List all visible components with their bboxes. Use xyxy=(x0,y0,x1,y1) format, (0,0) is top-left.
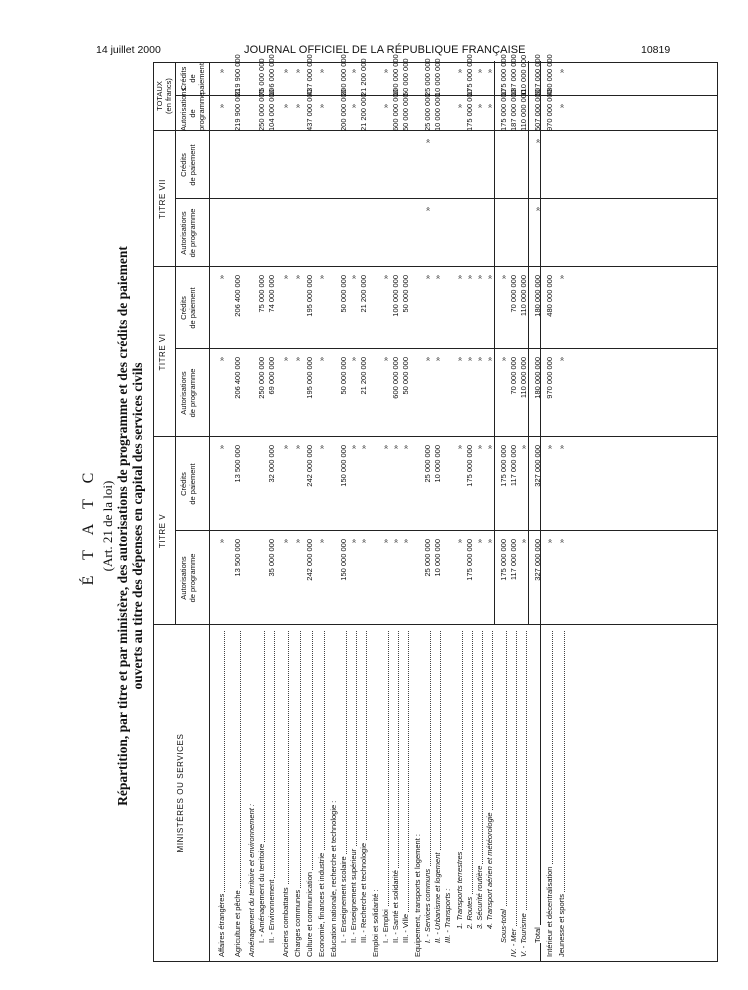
row-label xyxy=(216,627,227,957)
leader-dots xyxy=(506,631,507,939)
subheader-line1: Crédits xyxy=(179,66,188,91)
cell-value: » xyxy=(349,357,358,362)
cell-value: 187 000 000 xyxy=(509,54,518,96)
cell-value: » xyxy=(401,539,410,544)
cell-value: » xyxy=(423,357,432,362)
cell-value: 507 000 000 xyxy=(533,54,542,96)
cell-value: 25 000 000 xyxy=(423,445,432,483)
journal-title: JOURNAL OFFICIEL DE LA RÉPUBLIQUE FRANÇAISE xyxy=(244,44,526,56)
subheader-line2: de programme xyxy=(188,208,197,258)
cell-value: » xyxy=(281,357,290,362)
row-label-text: Emploi et solidarité : xyxy=(371,889,380,957)
cell-value: 110 000 000 xyxy=(519,54,528,96)
leader-dots xyxy=(516,631,517,953)
cell-value: 10 000 000 xyxy=(433,93,442,131)
subheader-line1: Crédits xyxy=(179,296,188,320)
row-label-text: II. - Environnement xyxy=(267,879,276,943)
row-label xyxy=(304,627,315,957)
cell-value: 50 000 000 xyxy=(401,275,410,313)
cell-value: 69 000 000 xyxy=(267,357,276,395)
row-label-text: Affaires étrangères xyxy=(217,893,226,957)
cell-value: 970 000 000 xyxy=(545,357,554,399)
cell-value: » xyxy=(475,539,484,544)
row-label xyxy=(484,627,495,929)
cell-value: » xyxy=(317,539,326,544)
cell-value: 150 000 000 xyxy=(339,539,348,581)
cell-value: » xyxy=(455,69,464,74)
cell-value: » xyxy=(475,275,484,280)
cell-value: » xyxy=(381,275,390,280)
cell-value: 100 000 000 xyxy=(391,54,400,96)
cell-value: 219 900 000 xyxy=(233,89,242,131)
cell-value: 25 000 000 xyxy=(423,93,432,131)
cell-value: » xyxy=(557,445,566,450)
subheader-line2: de programme xyxy=(188,92,206,131)
cell-value: 50 000 000 xyxy=(401,357,410,395)
cell-value: » xyxy=(317,275,326,280)
cell-value: » xyxy=(217,104,226,109)
row-label-text: II. - Urbanisme et logement xyxy=(433,852,442,943)
cell-value: 106 000 000 xyxy=(267,54,276,96)
cell-value: » xyxy=(349,275,358,280)
row-label xyxy=(518,627,529,957)
row-label xyxy=(442,627,453,943)
table-heading-line1: Répartition, par titre et par ministère, des autorisations de programme et des crédits de paiement xyxy=(115,246,130,806)
cell-value: » xyxy=(281,275,290,280)
cell-value: » xyxy=(485,357,494,362)
row-label-text: II. - Enseignement supérieur xyxy=(349,848,358,943)
cell-value: » xyxy=(349,104,358,109)
cell-value: 75 000 000 xyxy=(257,58,266,96)
cell-value: » xyxy=(455,275,464,280)
cell-value: 50 000 000 xyxy=(401,93,410,131)
cell-value: 180 000 000 xyxy=(533,275,542,317)
row-label-text: Agriculture et pêche xyxy=(233,890,242,957)
cell-value: 195 000 000 xyxy=(305,357,314,399)
cell-value: 50 000 000 xyxy=(339,275,348,313)
cell-value: 175 000 000 xyxy=(499,445,508,487)
credits-subheader xyxy=(179,61,206,96)
row-label-text: V. - Tourisme xyxy=(519,913,528,957)
cell-value: 437 000 000 xyxy=(305,54,314,96)
row-label-text: Jeunesse et sports xyxy=(557,894,566,957)
subheader-line2: de paiement xyxy=(188,144,197,186)
titre7-cell-value: » xyxy=(533,139,542,144)
subheader-line2: de paiement xyxy=(188,63,206,94)
page-date: 14 juillet 2000 xyxy=(96,44,161,56)
titre7-cell-value: » xyxy=(533,207,542,212)
cell-value: » xyxy=(293,275,302,280)
cell-value: » xyxy=(557,104,566,109)
cell-value: » xyxy=(465,357,474,362)
row-label-text: 1. Transports terrestres xyxy=(455,851,464,929)
cell-value: 600 000 000 xyxy=(391,357,400,399)
autorisations-subheader xyxy=(179,87,206,131)
cell-value: 970 000 000 xyxy=(545,89,554,131)
cell-value: 242 000 000 xyxy=(305,539,314,581)
cell-value: » xyxy=(499,275,508,280)
cell-value: » xyxy=(455,357,464,362)
cell-value: » xyxy=(349,539,358,544)
cell-value: » xyxy=(281,445,290,450)
cell-value: 175 000 000 xyxy=(465,89,474,131)
titre7-header: TITRE VII xyxy=(158,179,167,219)
cell-value: » xyxy=(317,69,326,74)
cell-value: 32 000 000 xyxy=(267,445,276,483)
cell-value: » xyxy=(381,104,390,109)
cell-value: 437 000 000 xyxy=(305,89,314,131)
cell-value: » xyxy=(293,104,302,109)
totaux-label: TOTAUX xyxy=(155,81,164,111)
cell-value: 200 000 000 xyxy=(339,89,348,131)
row-label-text: I. - Services communs xyxy=(423,868,432,943)
row-label xyxy=(358,627,369,943)
cell-value: 25 000 000 xyxy=(423,58,432,96)
row-label-text: Intérieur et décentralisation xyxy=(545,866,554,957)
cell-value: » xyxy=(557,357,566,362)
cell-value: » xyxy=(281,69,290,74)
row-label-text: 3. Sécurité routière xyxy=(475,865,484,929)
cell-value: 219 900 000 xyxy=(233,54,242,96)
leader-dots xyxy=(388,631,389,939)
cell-value: 21 200 000 xyxy=(359,357,368,395)
row-label-text: IV. - Mer xyxy=(509,928,518,957)
subtotal-rule xyxy=(528,61,529,625)
cell-value: » xyxy=(293,539,302,544)
cell-value: » xyxy=(485,539,494,544)
cell-value: 10 000 000 xyxy=(433,445,442,483)
cell-value: 250 000 000 xyxy=(257,89,266,131)
state-title: É T A T C xyxy=(80,466,97,586)
cell-value: 70 000 000 xyxy=(509,357,518,395)
header-rule xyxy=(175,63,176,625)
cell-value: 327 000 000 xyxy=(533,445,542,487)
cell-value: 35 000 000 xyxy=(267,539,276,577)
cell-value: 175 000 000 xyxy=(465,539,474,581)
table-heading-line2: ouverts au titre des dépenses en capital des services civils xyxy=(130,362,145,690)
subheader-line1: Autorisations xyxy=(179,211,188,255)
autorisations-subheader xyxy=(179,199,197,267)
cell-value: » xyxy=(281,104,290,109)
cell-value: » xyxy=(499,357,508,362)
cell-value: » xyxy=(391,445,400,450)
row-label-text: I. - Emploi xyxy=(381,909,390,943)
cell-value: » xyxy=(485,445,494,450)
cell-value: » xyxy=(475,445,484,450)
subheader-line1: Autorisations xyxy=(179,87,188,131)
row-label xyxy=(544,627,555,957)
cell-value: » xyxy=(423,275,432,280)
cell-value: 206 400 000 xyxy=(233,357,242,399)
row-label-text: III. - Transports : xyxy=(443,888,452,943)
cell-value: » xyxy=(281,539,290,544)
leader-dots xyxy=(472,631,473,925)
cell-value: 480 000 000 xyxy=(545,54,554,96)
page-number: 10819 xyxy=(641,44,671,56)
subheader-line1: Autorisations xyxy=(179,556,188,600)
ministries-header: MINISTÈRES OU SERVICES xyxy=(176,733,185,853)
cell-value: » xyxy=(293,357,302,362)
cell-value: 50 000 000 xyxy=(401,58,410,96)
cell-value: » xyxy=(381,445,390,450)
header-rule xyxy=(209,63,210,961)
cell-value: » xyxy=(455,445,464,450)
cell-value: 507 000 000 xyxy=(533,89,542,131)
cell-value: 75 000 000 xyxy=(257,275,266,313)
cell-value: » xyxy=(519,539,528,544)
cell-value: » xyxy=(293,69,302,74)
cell-value: 180 000 000 xyxy=(533,357,542,399)
cell-value: 110 000 000 xyxy=(519,275,528,317)
autorisations-subheader xyxy=(179,531,197,625)
subheader-line1: Crédits xyxy=(179,472,188,496)
cell-value: 13 500 000 xyxy=(233,539,242,577)
cell-value: 21 200 000 xyxy=(359,58,368,96)
subheader-line1: Autorisations xyxy=(179,371,188,415)
cell-value: 195 000 000 xyxy=(305,275,314,317)
row-label-text: Charges communes xyxy=(293,889,302,957)
subheader-line2: de programme xyxy=(188,368,197,418)
cell-value: 110 000 000 xyxy=(519,89,528,131)
credits-subheader xyxy=(179,437,197,531)
row-label xyxy=(280,627,291,957)
cell-value: » xyxy=(317,104,326,109)
titre7-cell-value: » xyxy=(423,207,432,212)
cell-value: 70 000 000 xyxy=(509,275,518,313)
cell-value: 117 000 000 xyxy=(509,445,518,487)
credits-subheader xyxy=(179,131,197,199)
cell-value: » xyxy=(557,275,566,280)
row-label-text: Education nationale, recherche et technologie : xyxy=(329,800,338,957)
row-label-text: III. - Ville xyxy=(401,913,410,943)
cell-value: 110 000 000 xyxy=(519,357,528,399)
cell-value: 175 000 000 xyxy=(465,445,474,487)
row-label-text: III. - Recherche et technologie xyxy=(359,842,368,943)
cell-value: 175 000 000 xyxy=(465,54,474,96)
titre7-cell-value: » xyxy=(423,139,432,144)
cell-value: » xyxy=(391,539,400,544)
titre6-header: TITRE VI xyxy=(158,333,167,371)
cell-value: 25 000 000 xyxy=(423,539,432,577)
subheader-line2: de programme xyxy=(188,553,197,603)
cell-value: 600 000 000 xyxy=(391,89,400,131)
row-label-text: II. - Santé et solidarité xyxy=(391,870,400,943)
cell-value: » xyxy=(475,104,484,109)
cell-value: » xyxy=(349,69,358,74)
totaux-unit: (en francs) xyxy=(164,78,173,114)
cell-value: 13 500 000 xyxy=(233,445,242,483)
cell-value: » xyxy=(545,539,554,544)
row-label-text: Anciens combattants xyxy=(281,887,290,957)
leader-dots xyxy=(408,631,409,939)
cell-value: » xyxy=(433,275,442,280)
article-reference: (Art. 21 de la loi) xyxy=(100,480,115,572)
cell-value: 74 000 000 xyxy=(267,275,276,313)
row-label-text: Economie, finances et industrie xyxy=(317,852,326,957)
autorisations-subheader xyxy=(179,349,197,437)
row-label-text: Equipement, transports et logement : xyxy=(413,834,422,957)
cell-value: » xyxy=(217,275,226,280)
cell-value: » xyxy=(359,539,368,544)
row-label-text: I. - Aménagement du territoire xyxy=(257,843,266,943)
credits-subheader xyxy=(179,267,197,349)
cell-value: » xyxy=(401,445,410,450)
cell-value: 250 000 000 xyxy=(257,357,266,399)
col-divider xyxy=(175,198,717,199)
col-divider xyxy=(154,266,717,267)
row-label xyxy=(400,627,411,943)
table-heading xyxy=(115,62,145,990)
cell-value: 21 200 000 xyxy=(359,93,368,131)
cell-value: » xyxy=(557,69,566,74)
cell-value: 150 000 000 xyxy=(339,445,348,487)
cell-value: 200 000 000 xyxy=(339,54,348,96)
row-label xyxy=(556,627,567,957)
cell-value: » xyxy=(349,445,358,450)
cell-value: » xyxy=(317,357,326,362)
row-label xyxy=(292,627,303,957)
leader-dots xyxy=(526,631,527,953)
cell-value: » xyxy=(217,357,226,362)
cell-value: 175 000 000 xyxy=(499,54,508,96)
cell-value: » xyxy=(475,357,484,362)
cell-value: 480 000 000 xyxy=(545,275,554,317)
row-label xyxy=(232,627,243,957)
col-divider xyxy=(175,530,717,531)
cell-value: 104 000 000 xyxy=(267,89,276,131)
cell-value: » xyxy=(475,69,484,74)
cell-value: 175 000 000 xyxy=(499,89,508,131)
cell-value: 117 000 000 xyxy=(509,539,518,581)
subtotal-rule xyxy=(494,61,495,625)
cell-value: » xyxy=(485,275,494,280)
cell-value: » xyxy=(519,445,528,450)
row-label-text: Aménagement du territoire et environnement : xyxy=(247,804,256,957)
cell-value: » xyxy=(217,69,226,74)
cell-value: » xyxy=(381,357,390,362)
cell-value: 206 400 000 xyxy=(233,275,242,317)
allocation-table xyxy=(153,54,718,962)
cell-value: » xyxy=(545,445,554,450)
row-label xyxy=(316,627,327,957)
titre5-header: TITRE V xyxy=(158,513,167,549)
cell-value: » xyxy=(359,445,368,450)
cell-value: » xyxy=(455,539,464,544)
cell-value: 327 000 000 xyxy=(533,539,542,581)
row-label-text: Culture et communication xyxy=(305,871,314,957)
totaux-header xyxy=(155,61,173,131)
row-label-text: 2. Routes xyxy=(465,896,474,929)
cell-value: 100 000 000 xyxy=(391,275,400,317)
cell-value: » xyxy=(485,69,494,74)
cell-value: » xyxy=(455,104,464,109)
cell-value: 21 200 000 xyxy=(359,275,368,313)
subtotal-rule xyxy=(540,61,541,961)
subheader-line2: de paiement xyxy=(188,463,197,505)
cell-value: » xyxy=(317,445,326,450)
cell-value: 10 000 000 xyxy=(433,539,442,577)
cell-value: » xyxy=(465,275,474,280)
row-label-text: Total xyxy=(533,927,542,943)
cell-value: » xyxy=(217,539,226,544)
subheader-line2: de paiement xyxy=(188,287,197,329)
row-label xyxy=(266,627,277,943)
cell-value: » xyxy=(293,445,302,450)
cell-value: 187 000 000 xyxy=(509,89,518,131)
cell-value: » xyxy=(381,69,390,74)
cell-value: » xyxy=(557,539,566,544)
cell-value: » xyxy=(433,357,442,362)
cell-value: » xyxy=(485,104,494,109)
cell-value: » xyxy=(217,445,226,450)
row-label xyxy=(532,627,543,943)
row-label-text: Sous-total xyxy=(499,909,508,943)
subheader-line1: Crédits xyxy=(179,153,188,177)
cell-value: » xyxy=(381,539,390,544)
cell-value: 10 000 000 xyxy=(433,58,442,96)
cell-value: 242 000 000 xyxy=(305,445,314,487)
row-label-text: 4. Transport aérien et météorologie xyxy=(485,812,494,929)
row-label-text: I. - Enseignement scolaire xyxy=(339,856,348,943)
cell-value: 175 000 000 xyxy=(499,539,508,581)
cell-value: 50 000 000 xyxy=(339,357,348,395)
